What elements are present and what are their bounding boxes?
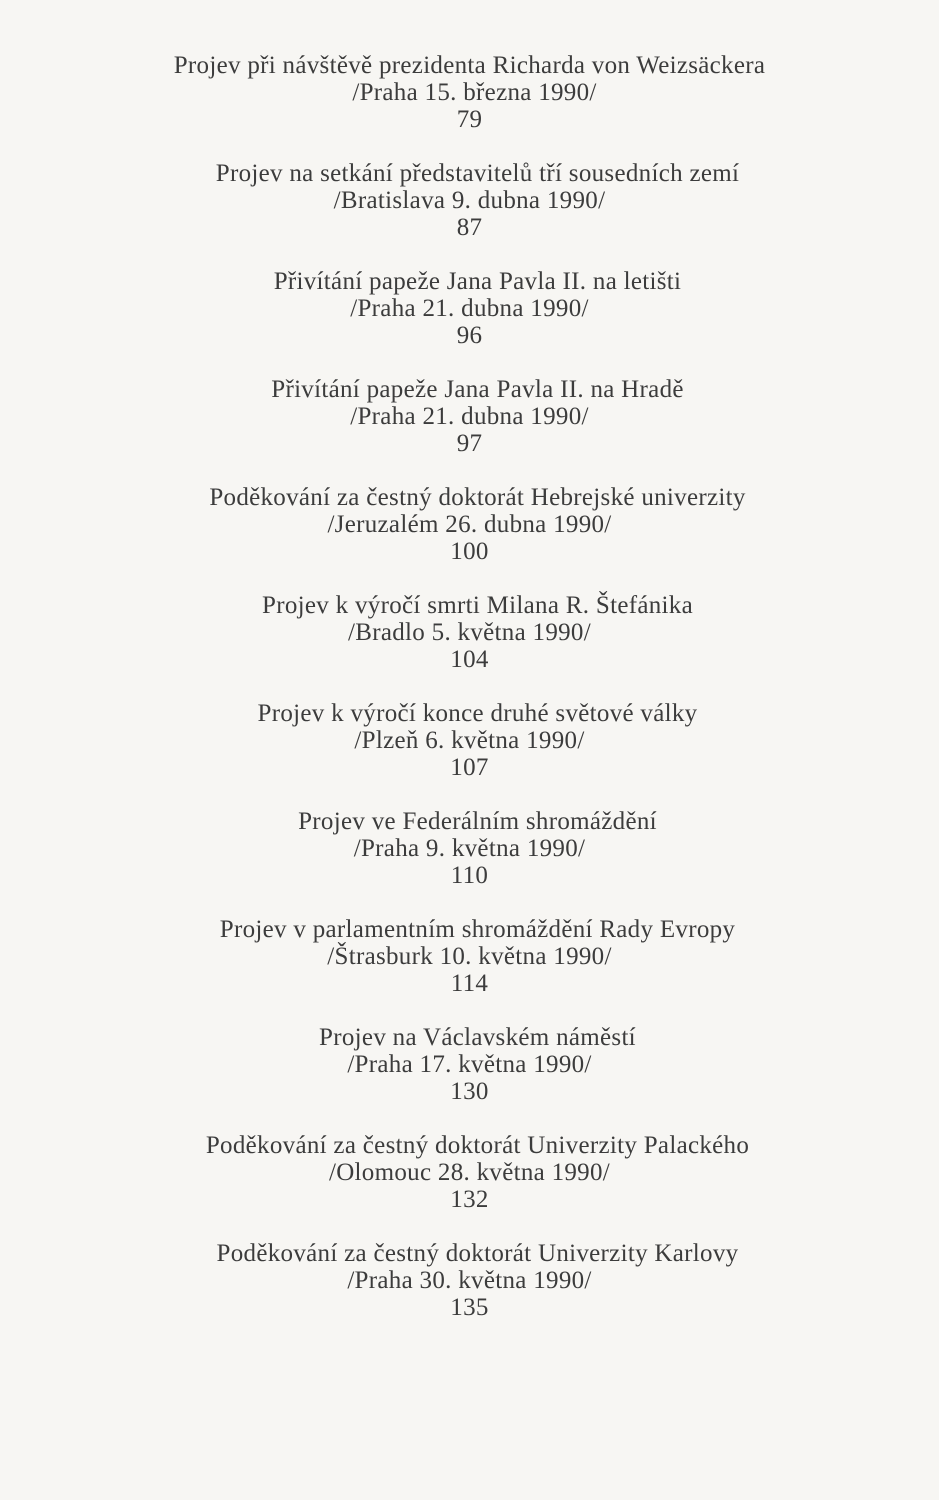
entry-place-date: /Praha 30. května 1990/ — [347, 1267, 592, 1294]
toc-entry — [0, 808, 939, 916]
entry-page-number: 132 — [450, 1186, 489, 1213]
entry-place-date: /Jeruzalém 26. dubna 1990/ — [327, 511, 612, 538]
entry-title: Poděkování za čestný doktorát Univerzity Karlovy — [216, 1240, 739, 1267]
entry-title: Projev v parlamentním shromáždění Rady Evropy — [219, 916, 736, 943]
entry-title: Projev k výročí konce druhé světové války — [257, 700, 698, 727]
table-of-contents — [0, 52, 939, 1348]
entry-title: Přivítání papeže Jana Pavla II. na letišti — [273, 268, 682, 295]
entry-page-number: 96 — [456, 322, 483, 349]
toc-entry — [0, 52, 939, 160]
toc-entry — [0, 700, 939, 808]
toc-entry — [0, 1132, 939, 1240]
entry-place-date: /Praha 17. května 1990/ — [347, 1051, 592, 1078]
entry-title: Projev ve Federálním shromáždění — [298, 808, 657, 835]
toc-entry — [0, 592, 939, 700]
entry-place-date: /Praha 21. dubna 1990/ — [350, 295, 589, 322]
entry-title: Projev na Václavském náměstí — [319, 1024, 636, 1051]
toc-entry — [0, 268, 939, 376]
entry-title: Přivítání papeže Jana Pavla II. na Hradě — [271, 376, 684, 403]
entry-place-date: /Bradlo 5. května 1990/ — [348, 619, 591, 646]
toc-entry — [0, 916, 939, 1024]
entry-page-number: 114 — [450, 970, 489, 997]
entry-place-date: /Bratislava 9. dubna 1990/ — [333, 187, 606, 214]
entry-page-number: 135 — [450, 1294, 489, 1321]
entry-title: Projev při návštěvě prezidenta Richarda von Weizsäckera — [173, 52, 766, 79]
entry-place-date: /Štrasburk 10. května 1990/ — [327, 943, 612, 970]
toc-entry — [0, 376, 939, 484]
entry-place-date: /Plzeň 6. května 1990/ — [354, 727, 585, 754]
entry-title: Poděkování za čestný doktorát Hebrejské univerzity — [209, 484, 746, 511]
toc-entry — [0, 160, 939, 268]
entry-page-number: 107 — [450, 754, 489, 781]
entry-page-number: 87 — [456, 214, 483, 241]
entry-page-number: 104 — [450, 646, 489, 673]
entry-place-date: /Praha 21. dubna 1990/ — [350, 403, 589, 430]
entry-title: Projev na setkání představitelů tří sousedních zemí — [215, 160, 740, 187]
entry-place-date: /Praha 9. května 1990/ — [353, 835, 586, 862]
entry-page-number: 100 — [450, 538, 489, 565]
entry-title: Poděkování za čestný doktorát Univerzity Palackého — [205, 1132, 750, 1159]
entry-page-number: 130 — [450, 1078, 489, 1105]
toc-entry — [0, 1240, 939, 1348]
entry-page-number: 97 — [456, 430, 483, 457]
entry-page-number: 79 — [456, 106, 483, 133]
entry-title: Projev k výročí smrti Milana R. Štefánika — [262, 592, 693, 619]
entry-place-date: /Praha 15. března 1990/ — [352, 79, 597, 106]
entry-page-number: 110 — [450, 862, 489, 889]
toc-entry — [0, 1024, 939, 1132]
toc-entry — [0, 484, 939, 592]
entry-place-date: /Olomouc 28. května 1990/ — [328, 1159, 611, 1186]
